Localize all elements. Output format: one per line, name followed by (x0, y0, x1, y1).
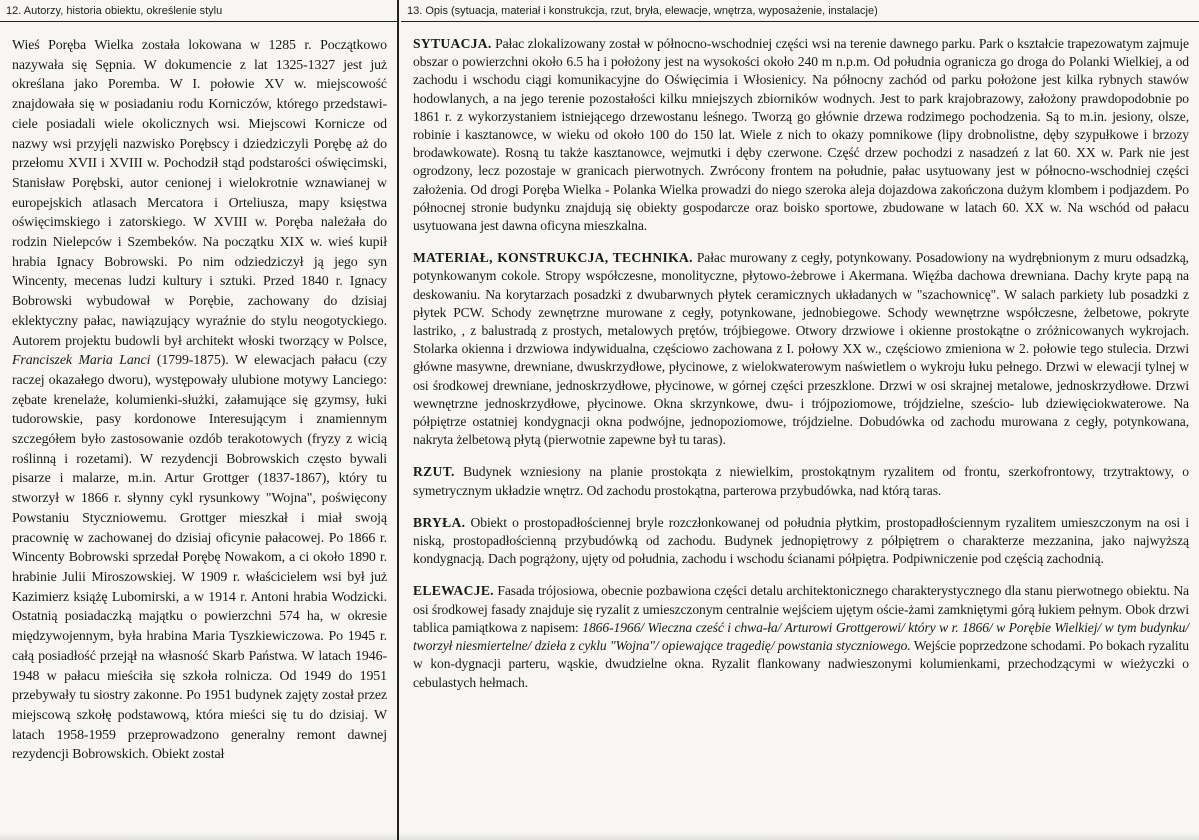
section-body-elewacje-part-1: Fasada trójosiowa, obecnie pozbawiona części detalu architektonicznego charakterystycznego dla stanu pierwotnego obiektu. Na osi środkowej fasady znajduje się ryzalit z umieszczonym centralnie wejściem ujętym oście-żami zamkniętymi górą łukiem pełnym. Obok drzwi tablica pamiątkowa z napisem: (413, 583, 1189, 635)
section-title-elewacje: ELEWACJE. (413, 583, 494, 599)
description-text (401, 22, 1199, 692)
section-material (413, 249, 1189, 449)
section-body-bryla: Obiekt o prostopadłościennej bryle rozczłonkowanej od południa płytkim, prostopadłościennym ryzalitem umieszczonym na osi i niską, prostopadłościenną przybudówką od zachodu. Budynek jednopiętrowy z półpiętrem o charakterze mezzanina, jako najwyższą kondygnacją. Dach pogrążony, ujęty od południa, zachodu i wschodu ścianami półpiętra. Podpiwniczenie pod częścią zachodnią. (413, 514, 1189, 567)
section-body-sytuacja: Pałac zlokalizowany został w północno-wschodniej części wsi na terenie dawnego parku. Park o kształcie trapezowatym zajmuje obszar o powierzchni około 6.5 ha i położony jest na wysokości około 240 m n.p.m. Od południa ogranicza go droga do Polanki Wielkiej, a od zachodu i wschodu ciągi komunikacyjne do Oświęcimia i Włosienicy. Na północny zachód od parku położone jest kilka rybnych stawów hodowlanych, a na jego terenie pozostałości kilku mniejszych zbiorników wodnych. Jest to park krajobrazowy, założony prawdopodobnie po 1861 r. z wykorzystaniem istniejącego drzewostanu leśnego. Tworzą go głównie drzewa rodzimego pochodzenia. Są to m.in. jesiony, olsze, robinie i kasztanowce, w wieku od około 100 do 150 lat. Wiele z nich to okazy pomnikowe (lipy drobnolistne, dęby szypułkowe i brzozy brodawkowate). Rosną tu także kasztanowce, wejmutki i dęby czerwone. Część drzew pochodzi z nasadzeń z lat 60. XX w. Park nie jest ogrodzony, lecz pozostaje w granicach pierwotnych. Zwrócony frontem na południe, pałac usytuowany jest w północno-wschodniej części założenia. Od drogi Poręba Wielka - Polanka Wielka prowadzi do niego szeroka aleja dojazdowa zakończona dużym klombem i podjazdem. Po północnej stronie budynku znajdują się obiekty gospodarcze oraz boisko sportowe, zbudowane w latach 60. XX w. Na wschód od pałacu usytuowana jest dawna oficyna mieszkalna. (413, 36, 1189, 234)
history-text (0, 22, 397, 765)
history-paragraph-part-2: (1799-1875). W elewacjach pałacu (czy raczej okazałego dworu), występowały ulubione motywy Lanciego: zębate krenelaże, kolumienki-służki, załamujące się gzymsy, łuki tudorowskie, pasy kordonowe Interesującym i znamiennym szczegółem było zastosowanie ozdób terakotowych (fryzy z wicią roślinną i rozetami). W rezydencji Bobrowskich często bywali pisarze i malarze, m.in. Artur Grottger (1837-1867), który tu stworzył w 1866 r. słynny cykl rysunkowy "Wojna", poświęcony Powstaniu Styczniowemu. Grottger mieszkał i miał swoją pracownię w zachowanej do dzisiaj oficynie pałacowej. Po 1866 r. Wincenty Bobrowski sprzedał Porębę Nowakom, a ci około 1890 r. hrabinie Julii Miroszowskiej. W 1909 r. właścicielem wsi był już Kazimierz książę Lubomirski, a w 1914 r. Antoni hrabia Wodzicki. Ostatnią posiadaczką majątku o powierzchni 574 ha, w okresie międzywojennym, była hrabina Maria Tyszkiewiczowa. Po 1945 r. całą posiadłość przejął na własność Skarb Państwa. W latach 1946-1948 w pałacu mieściła się szkoła rolnicza. Od 1949 do 1951 przebywały tu siostry zakonne. Po 1951 budynek zajęty został przez miejscową szkołę podstawową, która mieści się tu do dzisiaj. W latach 1958-1959 przeprowadzono generalny remont dawnej rezydencji Bobrowskich. Obiekt został (12, 353, 388, 763)
section-sytuacja (413, 35, 1189, 235)
section-title-sytuacja: SYTUACJA. (413, 36, 492, 51)
section-title-material: MATERIAŁ, KONSTRUKCJA, TECHNIKA. (413, 250, 693, 266)
scan-edge-shade (0, 832, 1199, 840)
left-column (0, 0, 399, 840)
right-column (401, 0, 1199, 840)
left-column-header: 12. Autorzy, historia obiektu, określenie stylu (0, 0, 397, 22)
section-elewacje (413, 582, 1189, 691)
right-column-header: 13. Opis (sytuacja, materiał i konstrukcja, rzut, bryła, elewacje, wnętrza, wyposażenie, instalacje) (401, 0, 1199, 22)
section-title-bryla: BRYŁA. (413, 514, 466, 530)
section-body-material: Pałac murowany z cegły, potynkowany. Posadowiony na wydrębnionym z muru odsadzką, potynkowanym cokole. Stropy współczesne, monolityczne, płytowo-żebrowe i Akermana. Więźba dachowa drewniana. Dachy kryte papą na deskowaniu. Na korytarzach posadzki z dwubarwnych płytek ceramicznych układanych w "szachownicę". W salach parkiety lub posadzki z płytek PCW. Schody zewnętrzne murowane z cegły, potynkowane, jednobiegowe. Schody wewnętrzne współczesne, żelbetowe, pokryte lastriko, , z balustradą z prostych, metalowych prętów, trójbiegowe. Otwory drzwiowe i okienne prostokątne o zróżnicowanych wykrojach. Stolarka okienna i drzwiowa indywidualna, częściowo zachowana z I. połowy XX w., częściowo zmieniona w 2. połowie tego stulecia. Drzwi główne masywne, drewniane, dwuskrzydłowe, płycinowe, z wielokwaterowym naświetlem o wykroju łuku pełnego. Drzwi w elewacji tylnej w osi środkowej drewniane, jednoskrzydłowe, płycinowe, w górnej części przeszklone. Drzwi w osi skrajnej metalowe, jednoskrzydłowe. Drzwi wewnętrzne jednoskrzydłowe, płycinowe. Okna skrzynkowe, dwu- i trójpoziomowe, trójdzielne, sześcio- lub dziewięciokwaterowe. Na półpiętrze ostatniej kondygnacji okna podwójne, jednopoziomowe, trójdzielne. Dobudówka od zachodu murowana z cegły, potynkowana, nakryta żelbetową płytą (pierwotnie zapewne był tu taras). (413, 250, 1189, 448)
architect-name: Franciszek Maria Lanci (12, 353, 151, 369)
history-paragraph-part-1: Wieś Poręba Wielka została lokowana w 1285 r. Początkowo nazywała się Sępnia. W dokumencie z lat 1325-1327 jest już określana jako Poremba. W I. połowie XV w. miejscowość znajdowała się w posiadaniu rodu Korniczów, którego przedstawi-ciele posiadali wiele okolicznych wsi. Miejscowi Kornicze od nazwy wsi przyjęli nazwisko Porębscy i dziedziczyli Porębę aż do przełomu XVII i XVIII w. Pochodził stąd podstarości oświęcimski, Stanisław Porębski, autor cenionej i wielokrotnie wznawianej w europejskich atlasach Mercatora i Orteliusza, mapy księstwa oświęcimskiego i zatorskiego. W XVIII w. Poręba należała do rodzin Nielepców i Szembeków. Na początku XIX w. wieś kupił hrabia Ignacy Bobrowski. Po nim odziedziczył ją jego syn Wincenty, mecenas ludzi kultury i sztuki. Przed 1840 r. Ignacy Bobrowski wybudował w Porębie, zachowany do dzisiaj eklektyczny pałac, nawiązujący wyraźnie do stylu neogotyckiego. Autorem projektu budowli był architekt włoski tworzący w Polsce, (12, 38, 387, 349)
plaque-inscription: 1866-1966/ Wieczna cześć i chwa-ła/ Arturowi Grottgerowi/ który w r. 1866/ w Porębie Wielkiej/ w tym budynku/ tworzył niesmiertelne/ dzieła z cyklu "Wojna"/ opiewające tragedię/ powstania styczniowego. (413, 619, 1189, 654)
section-body-elewacje-part-2: Wejście poprzedzone schodami. Po bokach ryzalitu w kon-dygnacji parteru, wąskie, dwudzielne okna. Ryzalit flankowany nadwieszonymi kolumienkami, przechodzącymi w wieżyczki o cebulastych hełmach. (413, 638, 1189, 690)
section-rzut (413, 463, 1189, 499)
section-body-rzut: Budynek wzniesiony na planie prostokąta z niewielkim, prostokątnym ryzalitem od frontu, szerkofrontowy, trzytraktowy, o symetrycznym układzie wnętrz. Od zachodu prostokątna, parterowa przybudówka, nad którą taras. (413, 464, 1189, 498)
section-bryla (413, 514, 1189, 569)
section-title-rzut: RZUT. (413, 464, 455, 480)
